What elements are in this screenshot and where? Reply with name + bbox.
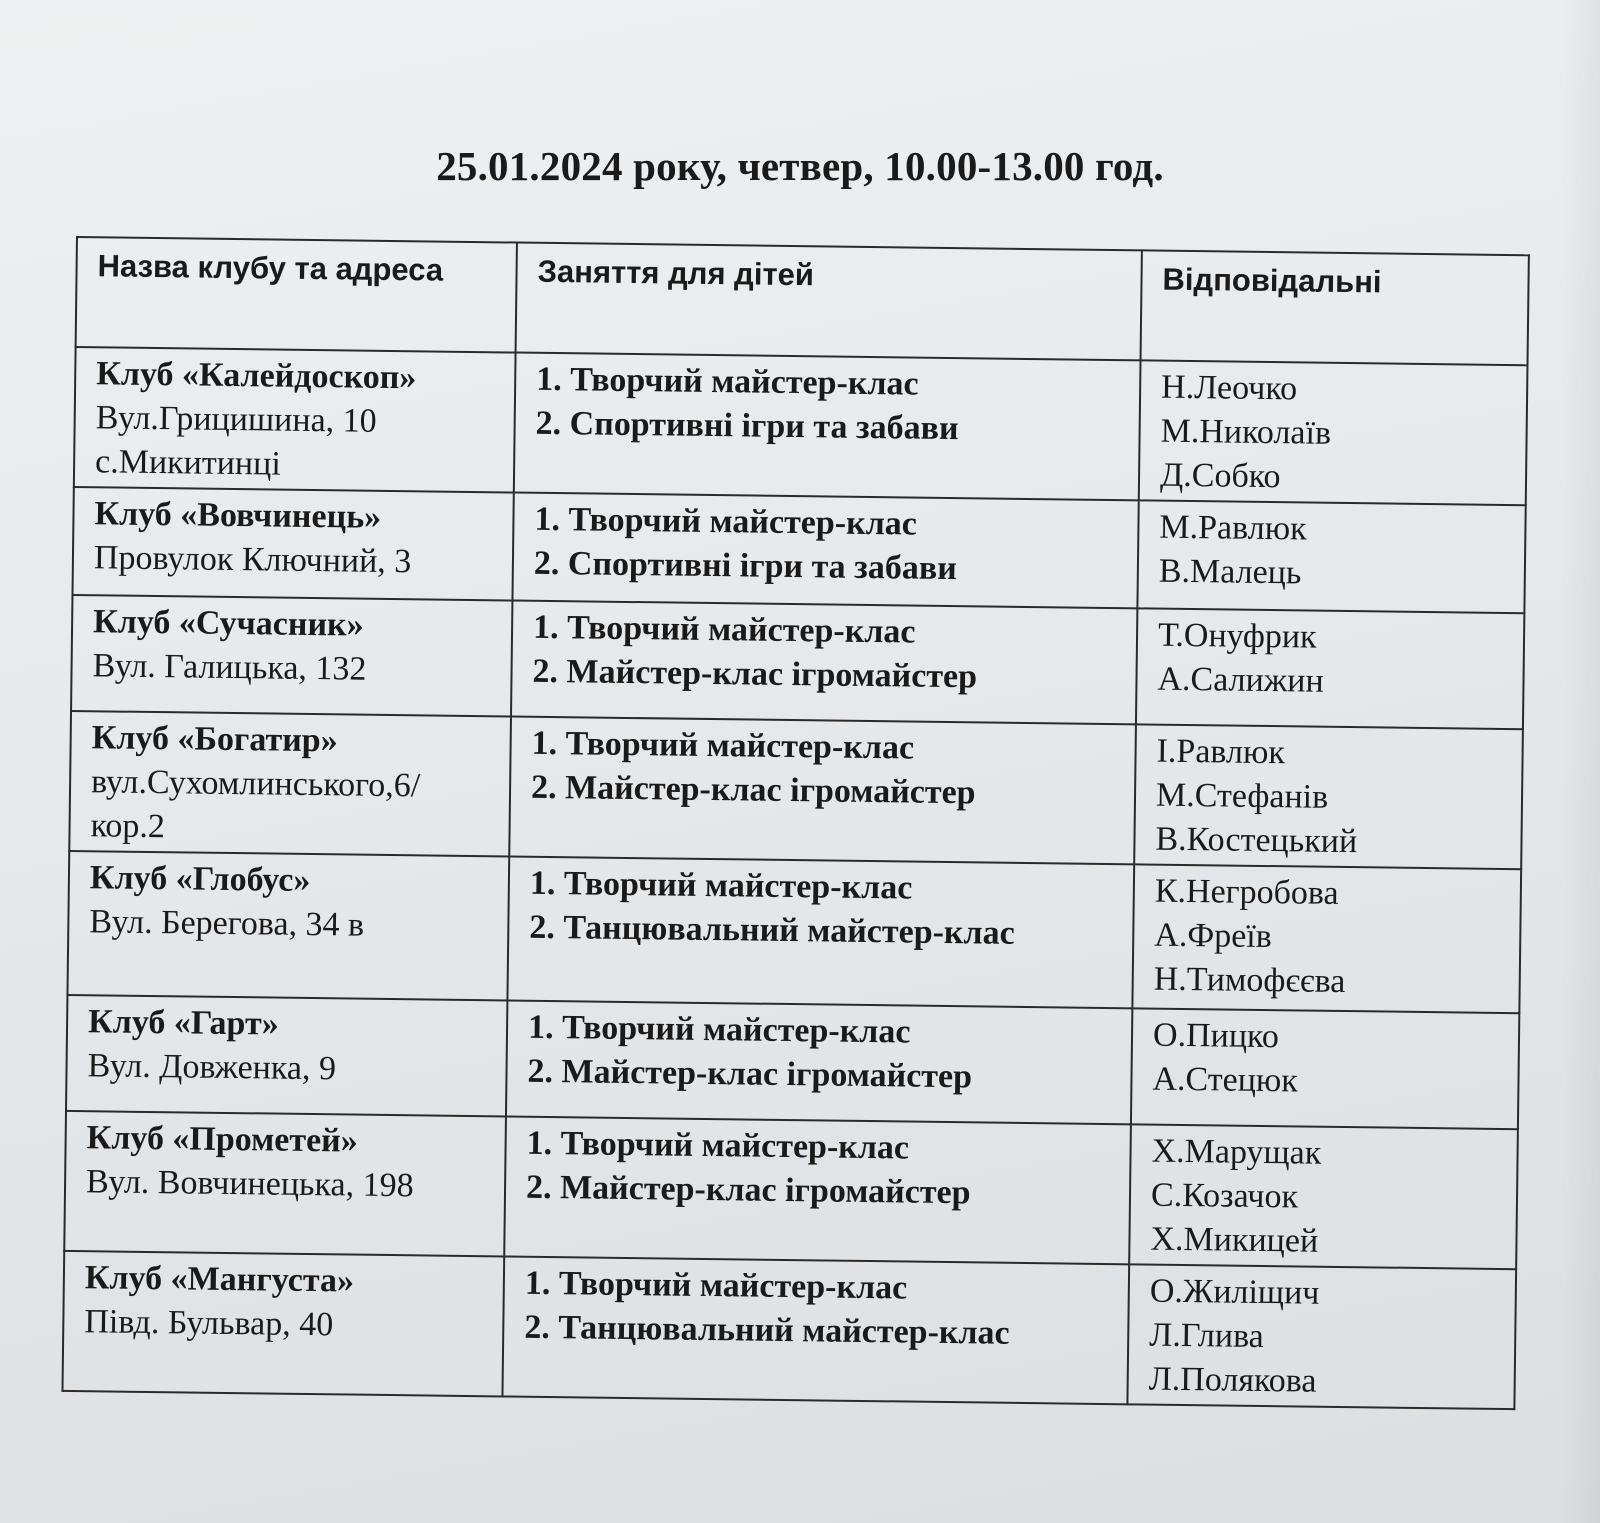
- club-cell: [71, 595, 512, 717]
- club-address: Вул. Берегова, 34 в: [89, 903, 365, 944]
- responsible-person: А.Стецюк: [1152, 1060, 1299, 1100]
- activities-cell: [509, 717, 1136, 865]
- table-row: [72, 487, 1525, 613]
- club-name: Клуб «Вовчинець»: [94, 495, 382, 536]
- club-cell: [74, 347, 516, 493]
- activities-cell: [512, 493, 1138, 609]
- activities-cell: [502, 1256, 1129, 1404]
- paper-shadow: [1560, 0, 1600, 1523]
- club-address: с.Микитинці: [94, 443, 282, 483]
- responsible-person: К.Негробова: [1154, 872, 1339, 912]
- club-name: Клуб «Калейдоскоп»: [96, 355, 417, 397]
- activity-item: 1. Творчий майстер-клас: [532, 608, 916, 651]
- club-cell: [62, 1251, 504, 1397]
- header-activities: Заняття для дітей: [516, 243, 1142, 361]
- responsible-person: Н.Леочко: [1160, 368, 1298, 408]
- header-responsible: Відповідальні: [1141, 250, 1529, 365]
- club-address: Вул. Довженка, 9: [87, 1047, 337, 1088]
- header-club-address: Назва клубу та адреса: [76, 237, 517, 353]
- club-cell: [64, 1111, 506, 1257]
- responsible-person: Н.Тимофєєва: [1153, 960, 1346, 1001]
- activities-cell: [507, 856, 1134, 1008]
- schedule-table: [61, 236, 1529, 1410]
- responsible-person: Д.Собко: [1159, 456, 1281, 496]
- club-cell: [72, 487, 513, 601]
- club-address: Вул. Галицька, 132: [92, 647, 367, 688]
- activity-item: 1. Творчий майстер-клас: [531, 724, 915, 767]
- table-row: [62, 1251, 1516, 1409]
- club-name: Клуб «Глобус»: [89, 859, 311, 899]
- table-row: [74, 347, 1528, 505]
- schedule-table-wrapper: [61, 236, 1527, 1410]
- responsible-person: Х.Микицей: [1150, 1220, 1319, 1260]
- club-address: кор.2: [90, 807, 166, 846]
- table-row: [67, 851, 1521, 1013]
- club-name: Клуб «Гарт»: [87, 1003, 279, 1043]
- activity-item: 1. Творчий майстер-клас: [536, 360, 919, 403]
- activities-cell: [504, 1116, 1131, 1264]
- club-address: Вул. Вовчинецька, 198: [85, 1163, 414, 1205]
- table-row: [64, 1111, 1518, 1269]
- responsible-cell: [1137, 500, 1525, 613]
- activity-item: 1. Творчий майстер-клас: [534, 500, 918, 543]
- responsible-person: М.Равлюк: [1159, 508, 1307, 548]
- activity-item: 1. Творчий майстер-клас: [524, 1264, 908, 1307]
- responsible-person: М.Стефанів: [1155, 776, 1329, 816]
- responsible-cell: [1139, 360, 1528, 505]
- responsible-person: Л.Полякова: [1148, 1360, 1317, 1400]
- activities-cell: [506, 1000, 1132, 1124]
- document-title: 25.01.2024 року, четвер, 10.00-13.00 год.: [436, 143, 1164, 189]
- club-name: Клуб «Сучасник»: [92, 603, 364, 644]
- responsible-person: В.Малець: [1158, 552, 1302, 592]
- activity-item: 2. Танцювальний майстер-клас: [529, 908, 1015, 952]
- responsible-person: Л.Глива: [1149, 1316, 1265, 1356]
- club-address: Провулок Ключний, 3: [93, 539, 412, 581]
- activity-item: 2. Танцювальний майстер-клас: [524, 1308, 1010, 1352]
- club-name: Клуб «Прометей»: [86, 1119, 359, 1160]
- table-header-row: [76, 237, 1529, 365]
- activity-item: 1. Творчий майстер-клас: [526, 1124, 910, 1167]
- table-row: [66, 995, 1519, 1129]
- activity-item: 2. Спортивні ігри та забави: [533, 544, 958, 588]
- responsible-cell: [1136, 608, 1524, 729]
- responsible-person: О.Пицко: [1152, 1016, 1280, 1056]
- club-address: вул.Сухомлинського,6/: [90, 763, 421, 805]
- activity-item: 2. Майстер-клас ігромайстер: [525, 1168, 971, 1212]
- club-name: Клуб «Богатир»: [91, 719, 338, 760]
- responsible-person: О.Жиліщич: [1149, 1272, 1320, 1312]
- club-address: Півд. Бульвар, 40: [84, 1303, 334, 1344]
- club-cell: [67, 851, 509, 1001]
- table-row: [69, 711, 1523, 869]
- responsible-person: С.Козачок: [1150, 1176, 1299, 1216]
- club-cell: [69, 711, 511, 857]
- responsible-cell: [1131, 1008, 1519, 1129]
- activity-item: 2. Спортивні ігри та забави: [535, 404, 959, 448]
- responsible-person: Т.Онуфрик: [1157, 616, 1317, 656]
- club-address: Вул.Грицишина, 10: [95, 399, 377, 440]
- responsible-person: А.Салижин: [1157, 660, 1324, 700]
- responsible-cell: [1129, 1124, 1518, 1269]
- responsible-person: М.Николаїв: [1160, 412, 1332, 452]
- responsible-person: Х.Марущак: [1151, 1132, 1322, 1172]
- activity-item: 1. Творчий майстер-клас: [527, 1008, 911, 1051]
- responsible-cell: [1127, 1264, 1516, 1409]
- activity-item: 2. Майстер-клас ігромайстер: [532, 652, 978, 696]
- table-row: [71, 595, 1524, 729]
- activity-item: 2. Майстер-клас ігромайстер: [530, 768, 976, 812]
- responsible-person: В.Костецький: [1155, 820, 1358, 861]
- activities-cell: [514, 353, 1141, 501]
- club-name: Клуб «Мангуста»: [84, 1259, 355, 1300]
- responsible-cell: [1132, 864, 1521, 1013]
- responsible-person: І.Равлюк: [1156, 732, 1286, 772]
- responsible-cell: [1134, 724, 1523, 869]
- activities-cell: [511, 601, 1137, 725]
- club-cell: [66, 995, 507, 1117]
- responsible-person: А.Фреїв: [1154, 916, 1273, 956]
- activity-item: 1. Творчий майстер-клас: [529, 864, 913, 907]
- activity-item: 2. Майстер-клас ігромайстер: [527, 1052, 973, 1096]
